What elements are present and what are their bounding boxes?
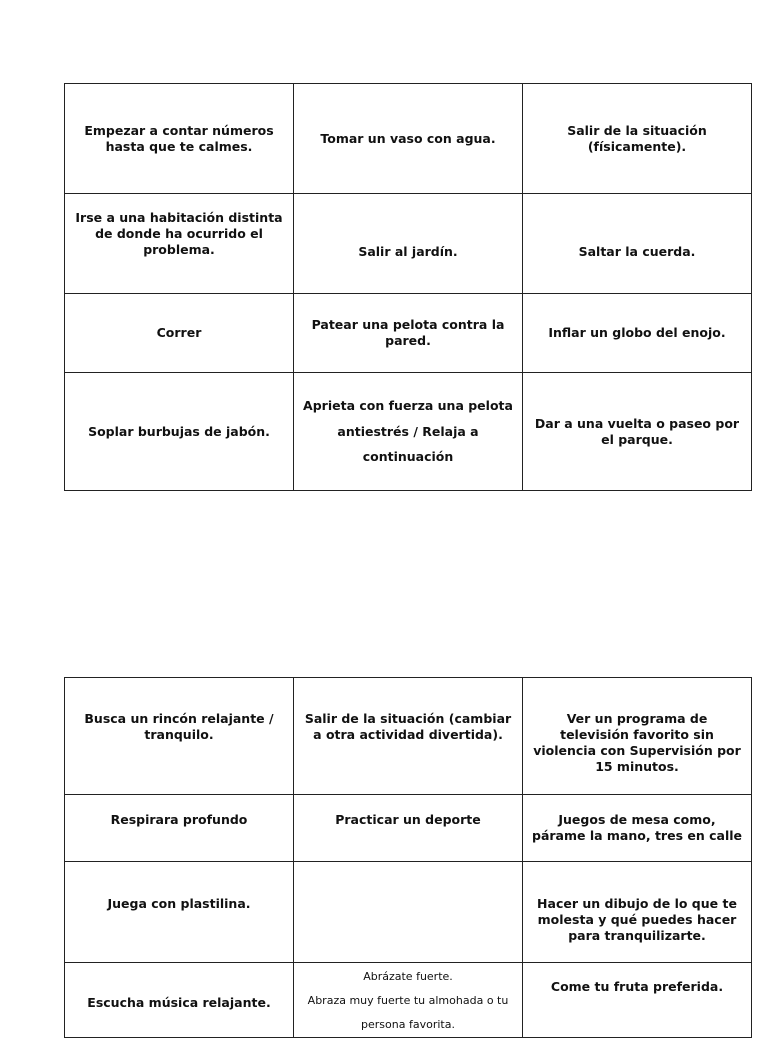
- card-cell: [65, 795, 294, 862]
- card-cell: [294, 678, 523, 795]
- table-row: [65, 373, 752, 491]
- card-text: Dar a una vuelta o paseo por el parque.: [534, 415, 740, 447]
- card-text: Busca un rincón relajante / tranquilo.: [84, 711, 274, 742]
- card-cell: [294, 963, 523, 1038]
- card-text: Tomar un vaso con agua.: [320, 130, 496, 146]
- card-cell: [65, 373, 294, 491]
- card-text: Juegos de mesa como, párame la mano, tres en calle: [532, 812, 742, 843]
- card-cell: [65, 678, 294, 795]
- card-text: Salir de la situación (físicamente).: [567, 122, 707, 154]
- card-text: Abrázate fuerte.: [363, 970, 453, 983]
- card-cell: [294, 294, 523, 373]
- table-row: [65, 963, 752, 1038]
- table-row: [65, 862, 752, 963]
- card-text: Correr: [156, 325, 202, 340]
- card-text: Irse a una habitación distinta de donde ha ocurrido el problema.: [75, 210, 283, 257]
- card-text: Practicar un deporte: [335, 812, 481, 827]
- card-text: Soplar burbujas de jabón.: [88, 423, 270, 439]
- card-cell: [523, 294, 752, 373]
- card-cell: [65, 294, 294, 373]
- card-cell: [523, 84, 752, 194]
- card-cell: [523, 678, 752, 795]
- table-row: [65, 194, 752, 294]
- card-cell: [65, 84, 294, 194]
- table-row: [65, 294, 752, 373]
- card-cell: [65, 194, 294, 294]
- card-text: Ver un programa de televisión favorito sin violencia con Supervisión por 15 minutos.: [533, 711, 741, 774]
- card-cell: [294, 84, 523, 194]
- activity-cards-table-1: [64, 83, 752, 491]
- card-text: Come tu fruta preferida.: [550, 979, 724, 994]
- card-cell: [523, 795, 752, 862]
- card-cell: [65, 862, 294, 963]
- activity-cards-table-2: [64, 677, 752, 1038]
- card-text: Empezar a contar números hasta que te calmes.: [84, 122, 274, 154]
- card-cell: [294, 194, 523, 294]
- card-cell: [294, 862, 523, 963]
- card-text: Inflar un globo del enojo.: [548, 325, 726, 340]
- card-cell: [523, 963, 752, 1038]
- card-text: Saltar la cuerda.: [578, 244, 696, 259]
- card-text: Salir de la situación (cambiar a otra actividad divertida).: [304, 711, 512, 742]
- table-row: [65, 678, 752, 795]
- card-text: Hacer un dibujo de lo que te molesta y qué puedes hacer para tranquilizarte.: [537, 896, 737, 943]
- card-text: Salir al jardín.: [358, 244, 458, 259]
- card-text-detail: Abraza muy fuerte tu almohada o tu persona favorita.: [307, 994, 509, 1031]
- table-row: [65, 84, 752, 194]
- card-text: Juega con plastilina.: [107, 896, 251, 911]
- card-text: Patear una pelota contra la pared.: [311, 317, 505, 348]
- card-text: Aprieta con fuerza una pelota antiestrés / Relaja a continuación: [303, 398, 513, 465]
- card-cell: [294, 373, 523, 491]
- table-row: [65, 795, 752, 862]
- card-text: Escucha música relajante.: [87, 995, 271, 1010]
- card-cell: [523, 373, 752, 491]
- card-text: Respirara profundo: [110, 812, 248, 827]
- card-cell: [523, 194, 752, 294]
- card-cell: [294, 795, 523, 862]
- card-cell: [65, 963, 294, 1038]
- card-cell: [523, 862, 752, 963]
